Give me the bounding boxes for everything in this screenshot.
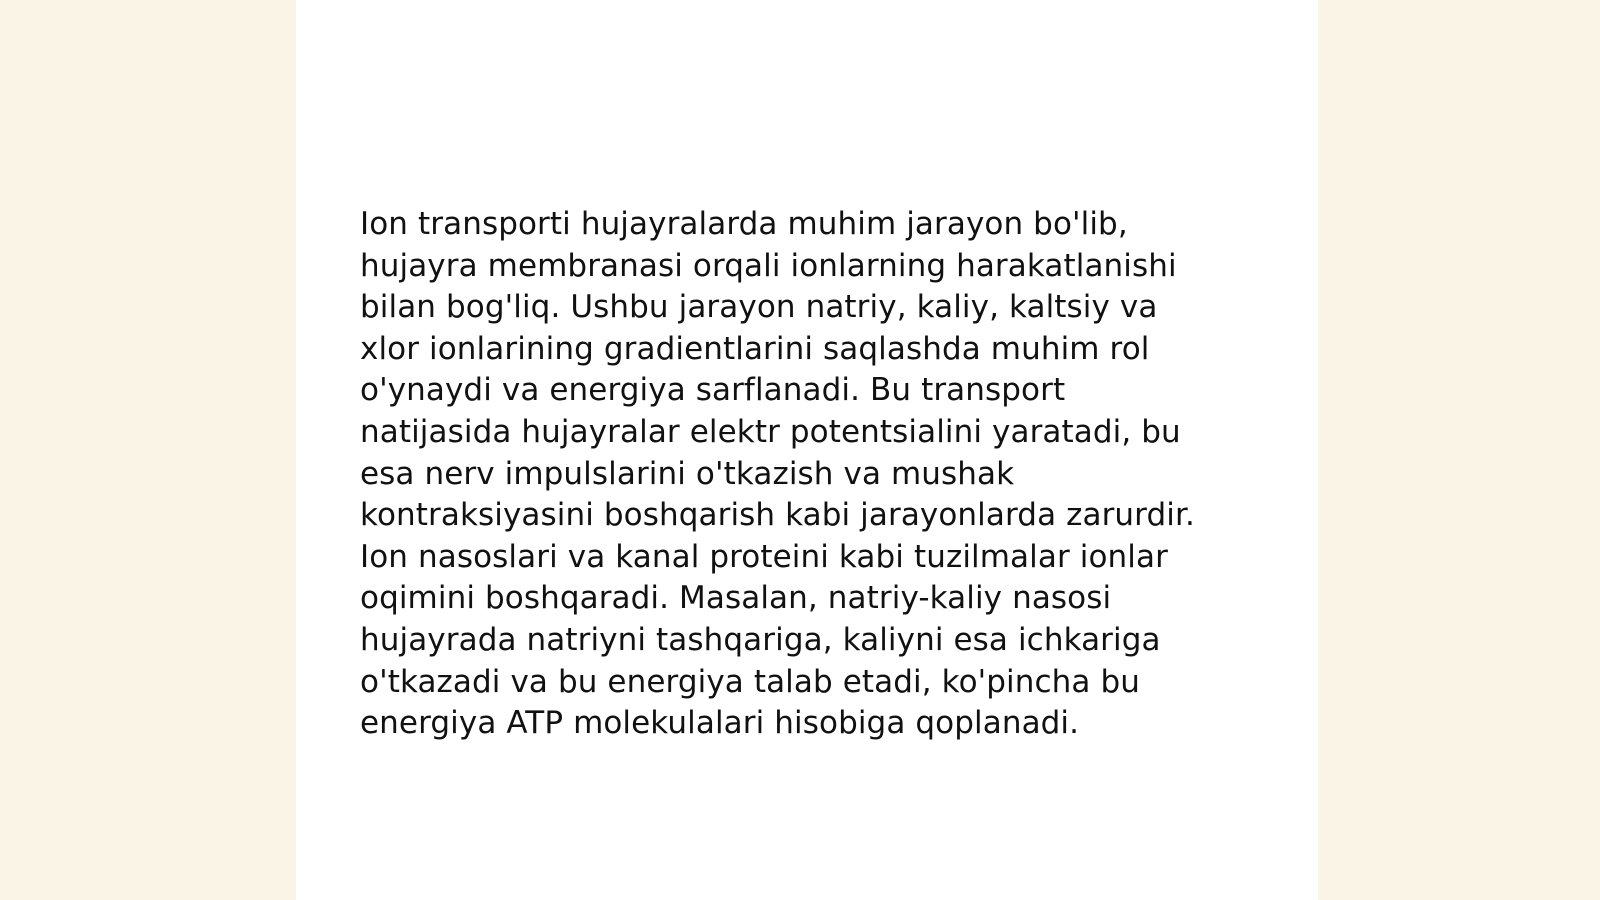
paragraph-line: Ion nasoslari va kanal proteini kabi tuzilmalar ionlar [360,538,1168,575]
paragraph-line: energiya ATP molekulalari hisobiga qoplanadi. [360,705,1080,742]
paragraph-line: hujayra membranasi orqali ionlarning harakatlanishi [360,247,1177,284]
paragraph-line: xlor ionlarining gradientlarini saqlashda muhim rol [360,330,1150,367]
document-sheet [296,0,1318,900]
paragraph-line: natijasida hujayralar elektr potentsialini yaratadi, bu [360,413,1181,450]
paragraph-line: o'tkazadi va bu energiya talab etadi, ko'pincha bu [360,663,1140,700]
paragraph-line: hujayrada natriyni tashqariga, kaliyni esa ichkariga [360,621,1161,658]
right-margin [1318,0,1600,900]
document-paragraph [360,204,1240,745]
paragraph-line: bilan bog'liq. Ushbu jarayon natriy, kaliy, kaltsiy va [360,289,1158,326]
paragraph-line: esa nerv impulslarini o'tkazish va mushak [360,455,1015,492]
paragraph-line: Ion transporti hujayralarda muhim jarayon bo'lib, [360,206,1128,242]
left-margin [0,0,296,900]
paragraph-line: o'ynaydi va energiya sarflanadi. Bu transport [360,372,1066,409]
paragraph-line: oqimini boshqaradi. Masalan, natriy-kaliy nasosi [360,580,1112,617]
paragraph-line: kontraksiyasini boshqarish kabi jarayonlarda zarurdir. [360,497,1195,534]
